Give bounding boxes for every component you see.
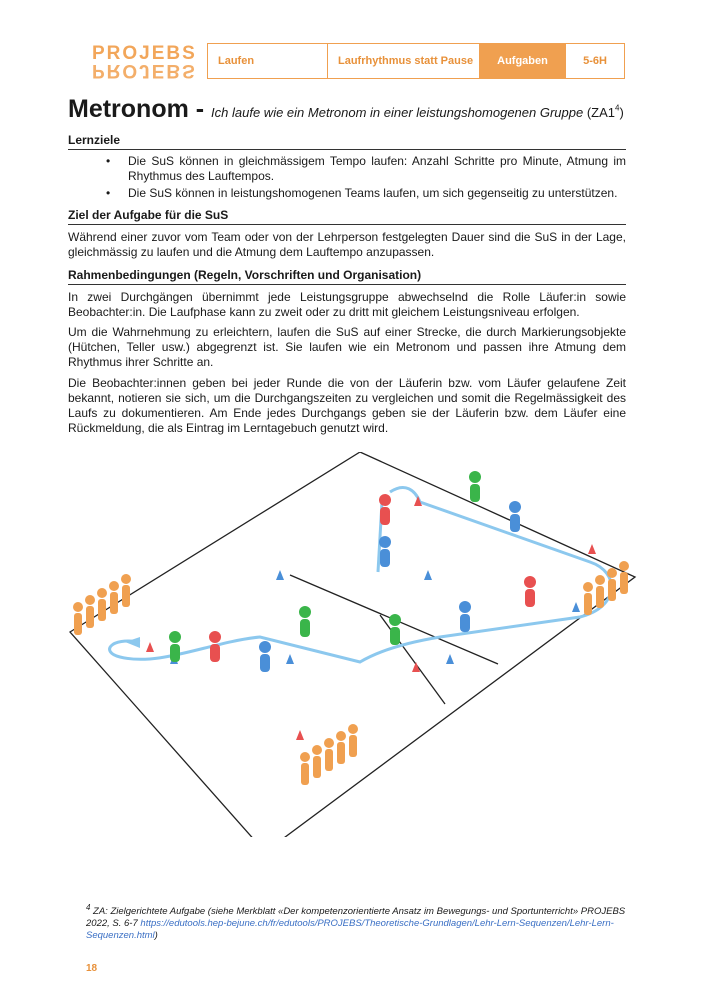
list-item-text: Die SuS können in gleichmässigem Tempo laufen: Anzahl Schritte pro Minute, Atmung im Rhythmus des Lauftempos. [128, 154, 626, 183]
heading-rahmen: Rahmenbedingungen (Regeln, Vorschriften und Organisation) [68, 268, 626, 285]
logo-text-mirrored: PROJEBS [92, 60, 197, 81]
page-title [68, 95, 648, 124]
footnote-link[interactable]: https://edutools.hep-bejune.ch/fr/edutools/PROJEBS/Theoretische-Grundlagen/Lehr-Lern-Sequenzen/Lehr-Lern-Sequenzen.html [86, 918, 614, 942]
rahmen-paragraph-3: Die Beobachter:innen geben bei jeder Runde die von der Läuferin bzw. vom Läufer gelaufene Zeit bekannt, notieren sie sich, um die Durchgangszeiten zu vergleichen und somit die Regelmässigkeit des Laufs zu dokumentieren. Am Ende jedes Durchgangs geben sie der Läuferin bzw. dem Läufer eine Rückmeldung, die als Eintrag im Lerntagebuch genutzt wird. [68, 376, 626, 435]
breadcrumb-section-active[interactable]: Aufgaben [480, 44, 566, 78]
ziel-text: Während einer zuvor vom Team oder von der Lehrperson festgelegten Dauer sind die SuS in der Lage, gleichmässig zu laufen und die Atmung dem Lauftempo anzupassen. [68, 230, 626, 259]
running-path-arrow [110, 487, 612, 662]
breadcrumb-topic[interactable]: Laufen [208, 44, 328, 78]
rahmen-paragraph-2: Um die Wahrnehmung zu erleichtern, laufen die SuS auf einer Strecke, die durch Markierungsobjekte (Hütchen, Teller usw.) abgegrenzt ist. Sie laufen wie ein Metronom und passen ihre Atmung dem Rhythmus ihrer Schritte an. [68, 325, 626, 369]
footnote [86, 902, 626, 942]
observers-right [583, 561, 629, 615]
page-number: 18 [86, 963, 98, 974]
list-item-text: Die SuS können in leistungshomogenen Teams laufen, um sich gegenseitig zu unterstützen. [128, 186, 618, 200]
observers-left [73, 574, 131, 635]
header-breadcrumb [207, 43, 625, 79]
heading-lernziele: Lernziele [68, 133, 626, 150]
observers-bottom [300, 724, 358, 785]
runners [169, 471, 536, 672]
bullet-icon: • [106, 154, 111, 168]
running-track-illustration [60, 452, 650, 837]
title-code: (ZA1 [583, 105, 616, 120]
title-footnote-ref[interactable]: 4 [615, 103, 620, 113]
title-code-close: ) [619, 105, 624, 120]
cones [146, 496, 596, 740]
title-subtitle: Ich laufe wie ein Metronom in einer leistungshomogenen Gruppe [211, 105, 584, 120]
list-item [68, 186, 626, 201]
projebs-logo [92, 43, 197, 81]
rahmen-paragraph-1: In zwei Durchgängen übernimmt jede Leistungsgruppe abwechselnd die Rolle Läufer:in sowie Beobachter:in. Die Laufphase kann zu zweit oder zu dritt mit gleichem Leistungsniveau erfolgen. [68, 290, 626, 319]
title-main: Metronom - [68, 95, 212, 123]
breadcrumb-unit[interactable]: Laufrhythmus statt Pause [328, 44, 480, 78]
breadcrumb-level[interactable]: 5-6H [583, 55, 607, 67]
lernziele-list [68, 154, 626, 203]
heading-ziel: Ziel der Aufgabe für die SuS [68, 208, 626, 225]
logo-text: PROJEBS [92, 43, 197, 64]
list-item [68, 154, 626, 184]
footnote-number: 4 [86, 903, 91, 912]
footnote-text: ZA: Zielgerichtete Aufgabe (siehe Merkblatt «Der kompetenzorientierte Ansatz im Bewegungs- und Sportunterricht» PROJEBS 2022, S. 6-7 [86, 906, 626, 930]
field-outline [70, 452, 635, 837]
bullet-icon: • [106, 186, 111, 200]
footnote-close: ) [154, 930, 158, 942]
